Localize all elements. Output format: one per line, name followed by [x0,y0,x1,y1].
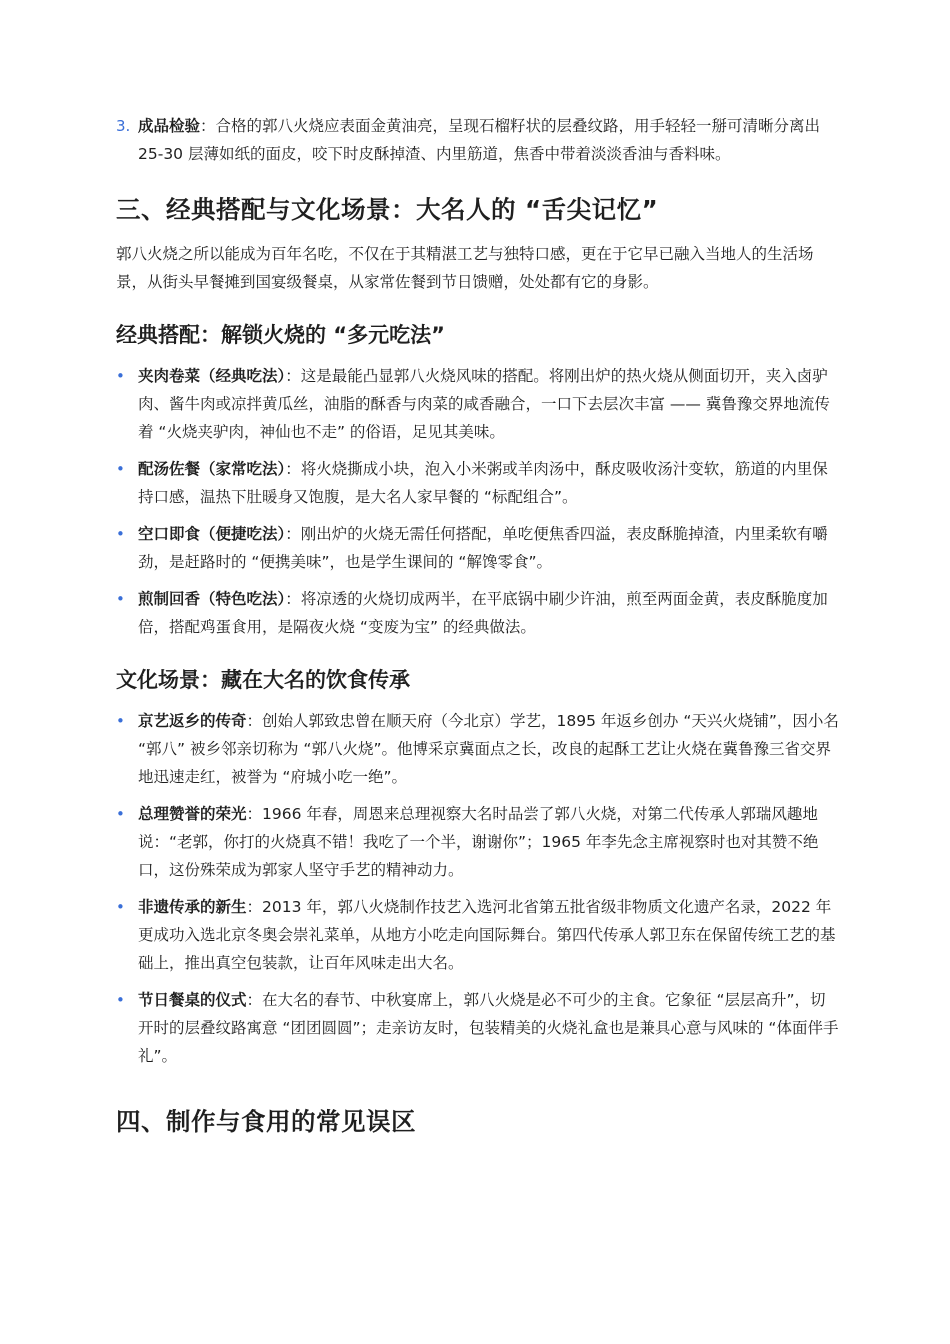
item-body: ：2013 年，郭八火烧制作技艺入选河北省第五批省级非物质文化遗产名录，2022 年更成功入选北京冬奥会崇礼菜单，从地方小吃走向国际舞台。第四代传承人郭卫东在保留传统工艺的基础上，推出真空包装款，让百年风味走出大名。 [138,898,836,972]
item-title: 夹肉卷菜（经典吃法） [138,367,286,385]
bullet-icon: • [116,805,125,823]
item-title: 京艺返乡的传奇 [138,712,247,730]
list-item [116,986,840,1070]
bullet-icon: • [116,590,125,608]
list-item [116,362,840,446]
subheading-pairing: 经典搭配：解锁火烧的 “多元吃法” [116,323,445,347]
item-body: ：刚出炉的火烧无需任何搭配，单吃便焦香四溢，表皮酥脆掉渣，内里柔软有嚼劲，是赶路时的 “便携美味”，也是学生课间的 “解馋零食”。 [138,525,828,571]
item-title: 节日餐桌的仪式 [138,991,247,1009]
bullet-icon: • [116,525,125,543]
list-number: 3. [116,117,131,135]
list-item [116,893,840,977]
list-item [116,707,840,791]
item-title: 煎制回香（特色吃法） [138,590,286,608]
pairing-list [116,362,840,641]
item-body: ：在大名的春节、中秋宴席上，郭八火烧是必不可少的主食。它象征 “层层高升”，切开时的层叠纹路寓意 “团团圆圆”；走亲访友时，包装精美的火烧礼盒也是兼具心意与风味的 “体面伴手礼”。 [138,991,839,1065]
subheading-culture: 文化场景：藏在大名的饮食传承 [116,668,410,692]
bullet-icon: • [116,712,125,730]
item-body: ：这是最能凸显郭八火烧风味的搭配。将刚出炉的热火烧从侧面切开，夹入卤驴肉、酱牛肉或凉拌黄瓜丝，油脂的酥香与肉菜的咸香融合，一口下去层次丰富 —— 冀鲁豫交界地流传着 “火烧夹驴肉，神仙也不走” 的俗语，足见其美味。 [138,367,830,441]
list-item-text [138,112,840,168]
item-title: 空口即食（便捷吃法） [138,525,286,543]
item-title: 非遗传承的新生 [138,898,247,916]
numbered-item-3 [116,112,840,168]
bullet-icon: • [116,898,125,916]
bullet-icon: • [116,991,125,1009]
section-heading-3: 三、经典搭配与文化场景：大名人的 “舌尖记忆” [116,195,659,224]
item-body: ：1966 年春，周恩来总理视察大名时品尝了郭八火烧，对第二代传承人郭瑞风趣地说：“老郭，你打的火烧真不错！我吃了一个半，谢谢你”；1965 年李先念主席视察时也对其赞不绝口，这份殊荣成为郭家人坚守手艺的精神动力。 [138,805,819,879]
list-item [116,585,840,641]
item-body: ：创始人郭致忠曾在顺天府（今北京）学艺，1895 年返乡创办 “天兴火烧铺”，因小名 “郭八” 被乡邻亲切称为 “郭八火烧”。他博采京冀面点之长，改良的起酥工艺让火烧在冀鲁豫三省交界地迅速走红，被誉为 “府城小吃一绝”。 [138,712,839,786]
item-body: ：将凉透的火烧切成两半，在平底锅中刷少许油，煎至两面金黄，表皮酥脆度加倍，搭配鸡蛋食用，是隔夜火烧 “变废为宝” 的经典做法。 [138,590,828,636]
item-body: ：将火烧撕成小块，泡入小米粥或羊肉汤中，酥皮吸收汤汁变软，筋道的内里保持口感，温热下肚暖身又饱腹，是大名人家早餐的 “标配组合”。 [138,460,828,506]
document-content [116,112,840,1152]
section-heading-4: 四、制作与食用的常见误区 [116,1107,416,1136]
culture-list [116,707,840,1070]
list-item [116,455,840,511]
section-intro: 郭八火烧之所以能成为百年名吃，不仅在于其精湛工艺与独特口感，更在于它早已融入当地人的生活场景，从街头早餐摊到国宴级餐桌，从家常佐餐到节日馈赠，处处都有它的身影。 [116,245,814,291]
bullet-icon: • [116,367,125,385]
item-body: ：合格的郭八火烧应表面金黄油亮，呈现石榴籽状的层叠纹路，用手轻轻一掰可清晰分离出 25-30 层薄如纸的面皮，咬下时皮酥掉渣、内里筋道，焦香中带着淡淡香油与香料味。 [138,117,821,163]
item-title: 总理赞誉的荣光 [138,805,247,823]
bullet-icon: • [116,460,125,478]
list-item [116,520,840,576]
item-title: 成品检验 [138,117,201,135]
item-title: 配汤佐餐（家常吃法） [138,460,286,478]
list-item [116,800,840,884]
